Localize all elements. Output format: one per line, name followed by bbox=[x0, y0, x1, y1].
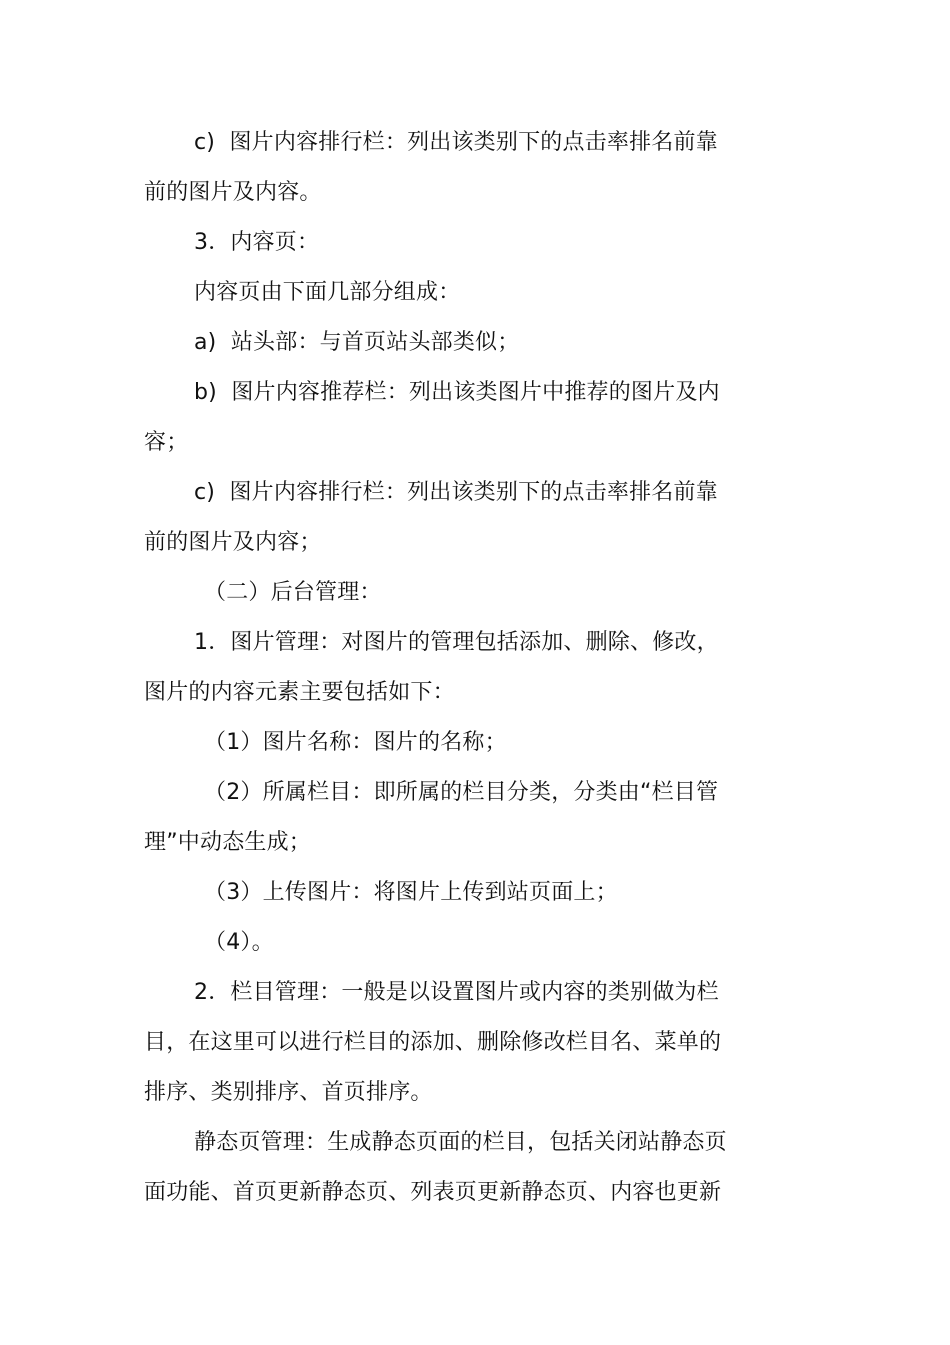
document-body bbox=[144, 118, 744, 1218]
paragraph-line: （4）。 bbox=[204, 930, 274, 955]
paragraph-line: a) 站头部：与首页站头部类似； bbox=[194, 330, 520, 355]
paragraph-line: 面功能、首页更新静态页、列表页更新静态页、内容也更新 bbox=[144, 1180, 722, 1205]
paragraph-line: c) 图片内容排行栏：列出该类别下的点击率排名前靠 bbox=[194, 480, 718, 505]
paragraph-line: （二）后台管理： bbox=[204, 580, 382, 605]
paragraph-line: 2．栏目管理：一般是以设置图片或内容的类别做为栏 bbox=[194, 980, 719, 1005]
paragraph-line: 3．内容页： bbox=[194, 230, 320, 255]
paragraph-line: 图片的内容元素主要包括如下： bbox=[144, 680, 455, 705]
paragraph-column-management bbox=[144, 968, 744, 1118]
paragraph-site-header bbox=[144, 318, 744, 368]
list-item-image-name bbox=[144, 718, 744, 768]
paragraph-line: （3）上传图片：将图片上传到站页面上； bbox=[204, 880, 618, 905]
paragraph-ranking-column-2 bbox=[144, 468, 744, 568]
paragraph-line: 前的图片及内容； bbox=[144, 530, 322, 555]
paragraph-line: c) 图片内容排行栏：列出该类别下的点击率排名前靠 bbox=[194, 130, 718, 155]
paragraph-line: 容； bbox=[144, 430, 189, 455]
list-item-category bbox=[144, 768, 744, 868]
paragraph-line: 排序、类别排序、首页排序。 bbox=[144, 1080, 433, 1105]
paragraph-line: 理”中动态生成； bbox=[144, 830, 311, 855]
paragraph-ranking-column bbox=[144, 118, 744, 218]
paragraph-content-page-intro bbox=[144, 268, 744, 318]
list-item-four bbox=[144, 918, 744, 968]
section-heading-backend bbox=[144, 568, 744, 618]
paragraph-line: 内容页由下面几部分组成： bbox=[194, 280, 461, 305]
paragraph-line: 目，在这里可以进行栏目的添加、删除修改栏目名、菜单的 bbox=[144, 1030, 722, 1055]
list-item-upload bbox=[144, 868, 744, 918]
paragraph-line: （1）图片名称：图片的名称； bbox=[204, 730, 507, 755]
paragraph-line: 前的图片及内容。 bbox=[144, 180, 322, 205]
paragraph-line: 静态页管理：生成静态页面的栏目，包括关闭站静态页 bbox=[194, 1130, 727, 1155]
paragraph-recommend-column bbox=[144, 368, 744, 468]
paragraph-line: b) 图片内容推荐栏：列出该类图片中推荐的图片及内 bbox=[194, 380, 720, 405]
paragraph-line: （2）所属栏目：即所属的栏目分类，分类由“栏目管 bbox=[204, 780, 719, 805]
paragraph-line: 1．图片管理：对图片的管理包括添加、删除、修改， bbox=[194, 630, 719, 655]
paragraph-static-page-management bbox=[144, 1118, 744, 1218]
paragraph-image-management bbox=[144, 618, 744, 718]
section-heading-content-page bbox=[144, 218, 744, 268]
